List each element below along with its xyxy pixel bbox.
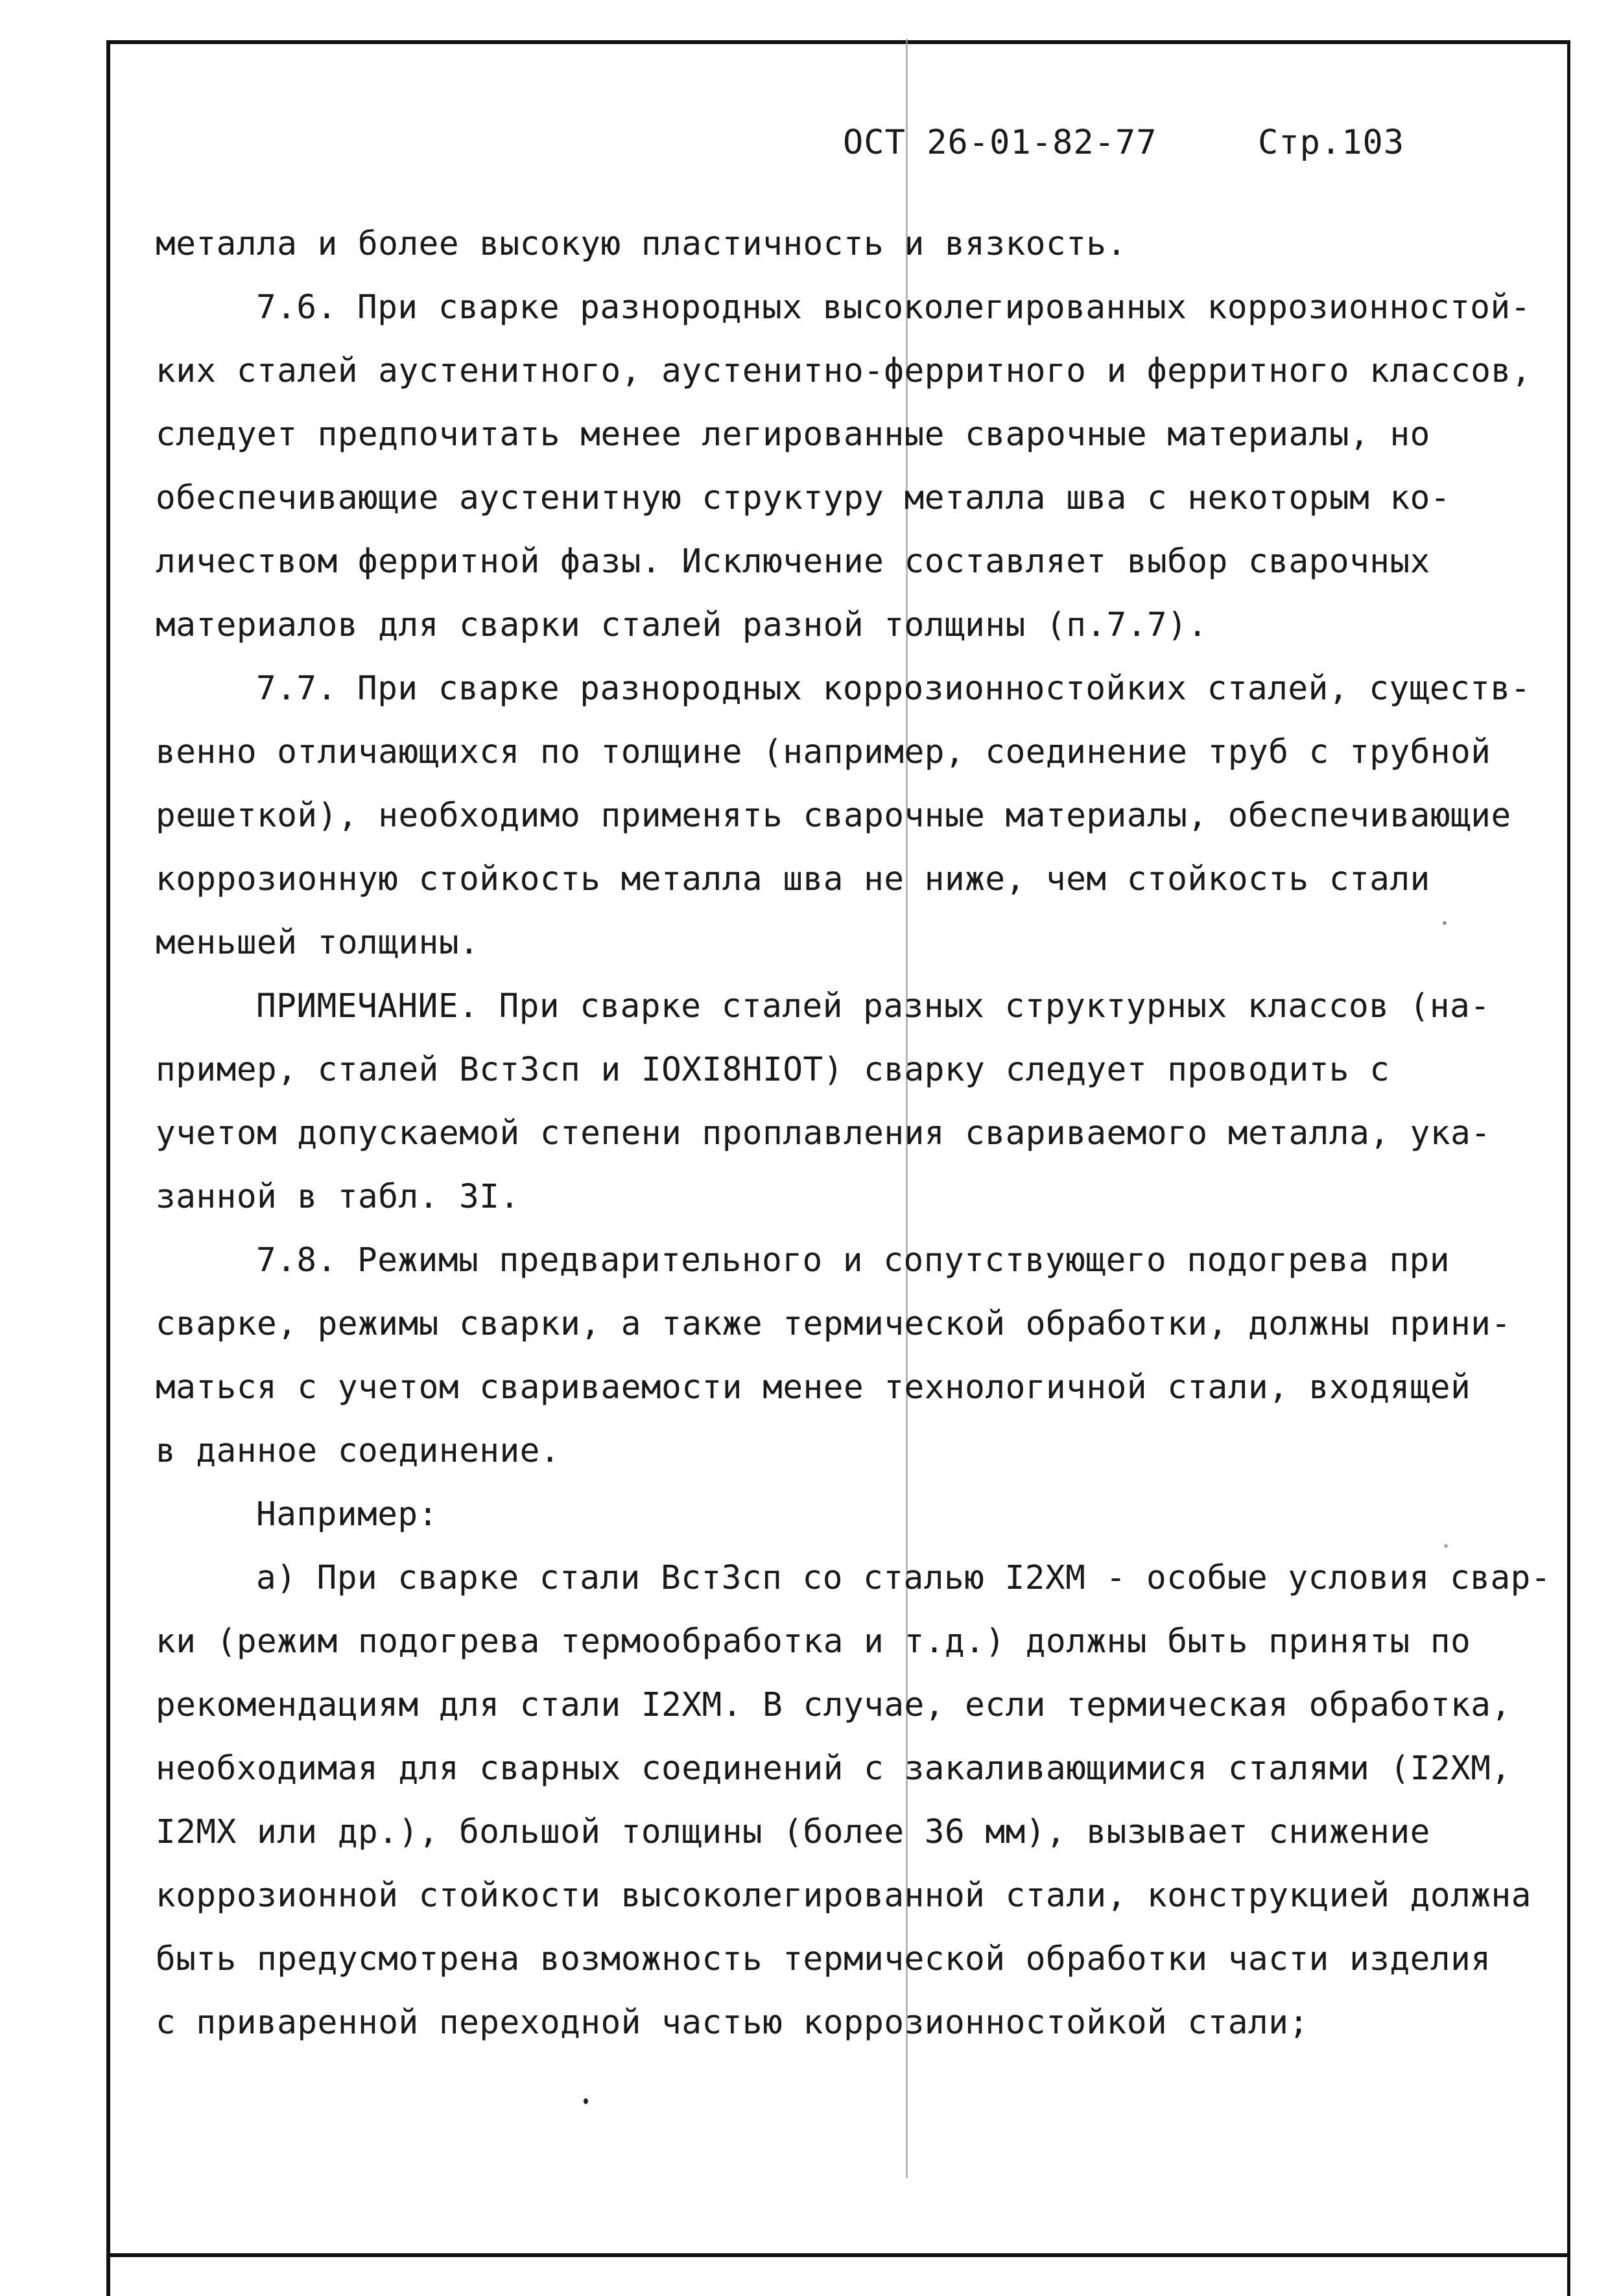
text-line: необходимая для сварных соединений с закаливающимися сталями (I2XM, bbox=[156, 1750, 1511, 1788]
ink-speck bbox=[1444, 1544, 1448, 1548]
text-line: пример, сталей ВстЗсп и IOXI8HIOT) сварку следует проводить с bbox=[156, 1051, 1390, 1089]
page-label: Стр. bbox=[1258, 123, 1342, 162]
text-line: занной в табл. 3I. bbox=[156, 1178, 520, 1216]
text-line: венно отличающихся по толщине (например, соединение труб с трубной bbox=[156, 733, 1491, 771]
page-border-bottom bbox=[106, 2253, 1570, 2257]
text-line: в данное соединение. bbox=[156, 1432, 561, 1470]
text-line: учетом допускаемой степени проплавления свариваемого металла, ука- bbox=[156, 1114, 1491, 1153]
ink-speck bbox=[1443, 921, 1447, 925]
text-line: рекомендациям для стали I2XM. В случае, если термическая обработка, bbox=[156, 1686, 1511, 1724]
page-number bbox=[1258, 123, 1404, 162]
text-line: коррозионную стойкость металла шва не ниже, чем стойкость стали bbox=[156, 860, 1430, 898]
text-line: с приваренной переходной частью коррозионностойкой стали; bbox=[156, 2004, 1309, 2042]
clause-7-7-start: 7.7. При сварке разнородных коррозионностойких сталей, существ- bbox=[256, 670, 1531, 708]
text-line: быть предусмотрена возможность термической обработки части изделия bbox=[156, 1940, 1491, 1978]
item-a-start: а) При сварке стали ВстЗсп со сталью I2XM - особые условия свар- bbox=[256, 1559, 1552, 1597]
text-line: меньшей толщины. bbox=[156, 924, 480, 962]
text-line: личеством ферритной фазы. Исключение составляет выбор сварочных bbox=[156, 543, 1430, 581]
document-code: ОСТ 26-01-82-77 bbox=[843, 123, 1157, 162]
example-heading: Например: bbox=[256, 1495, 438, 1534]
page-header bbox=[843, 123, 1426, 169]
text-line: I2MX или др.), большой толщины (более 36 мм), вызывает снижение bbox=[156, 1813, 1430, 1851]
text-line: маться с учетом свариваемости менее технологичной стали, входящей bbox=[156, 1368, 1471, 1407]
text-line: следует предпочитать менее легированные сварочные материалы, но bbox=[156, 416, 1430, 454]
clause-7-8-start: 7.8. Режимы предварительного и сопутствующего подогрева при bbox=[256, 1241, 1450, 1280]
document-body bbox=[156, 213, 1552, 2055]
text-line: ки (режим подогрева термообработка и т.д.) должны быть приняты по bbox=[156, 1622, 1471, 1661]
text-line: обеспечивающие аустенитную структуру металла шва с некоторым ко- bbox=[156, 479, 1451, 517]
text-line: сварке, режимы сварки, а также термической обработки, должны прини- bbox=[156, 1305, 1511, 1343]
text-line: металла и более высокую пластичность и вязкость. bbox=[156, 225, 1127, 263]
ink-speck bbox=[584, 2098, 588, 2104]
page-number-value: 103 bbox=[1342, 123, 1405, 162]
text-line: решеткой), необходимо применять сварочные материалы, обеспечивающие bbox=[156, 797, 1511, 835]
text-line: ких сталей аустенитного, аустенитно-ферритного и ферритного классов, bbox=[156, 352, 1531, 390]
text-line: коррозионной стойкости высоколегированной стали, конструкцией должна bbox=[156, 1877, 1531, 1915]
text-line: материалов для сварки сталей разной толщины (п.7.7). bbox=[156, 606, 1208, 644]
clause-7-6-start: 7.6. При сварке разнородных высоколегированных коррозионностой- bbox=[256, 288, 1531, 327]
note-start: ПРИМЕЧАНИЕ. При сварке сталей разных структурных классов (на- bbox=[256, 987, 1491, 1025]
